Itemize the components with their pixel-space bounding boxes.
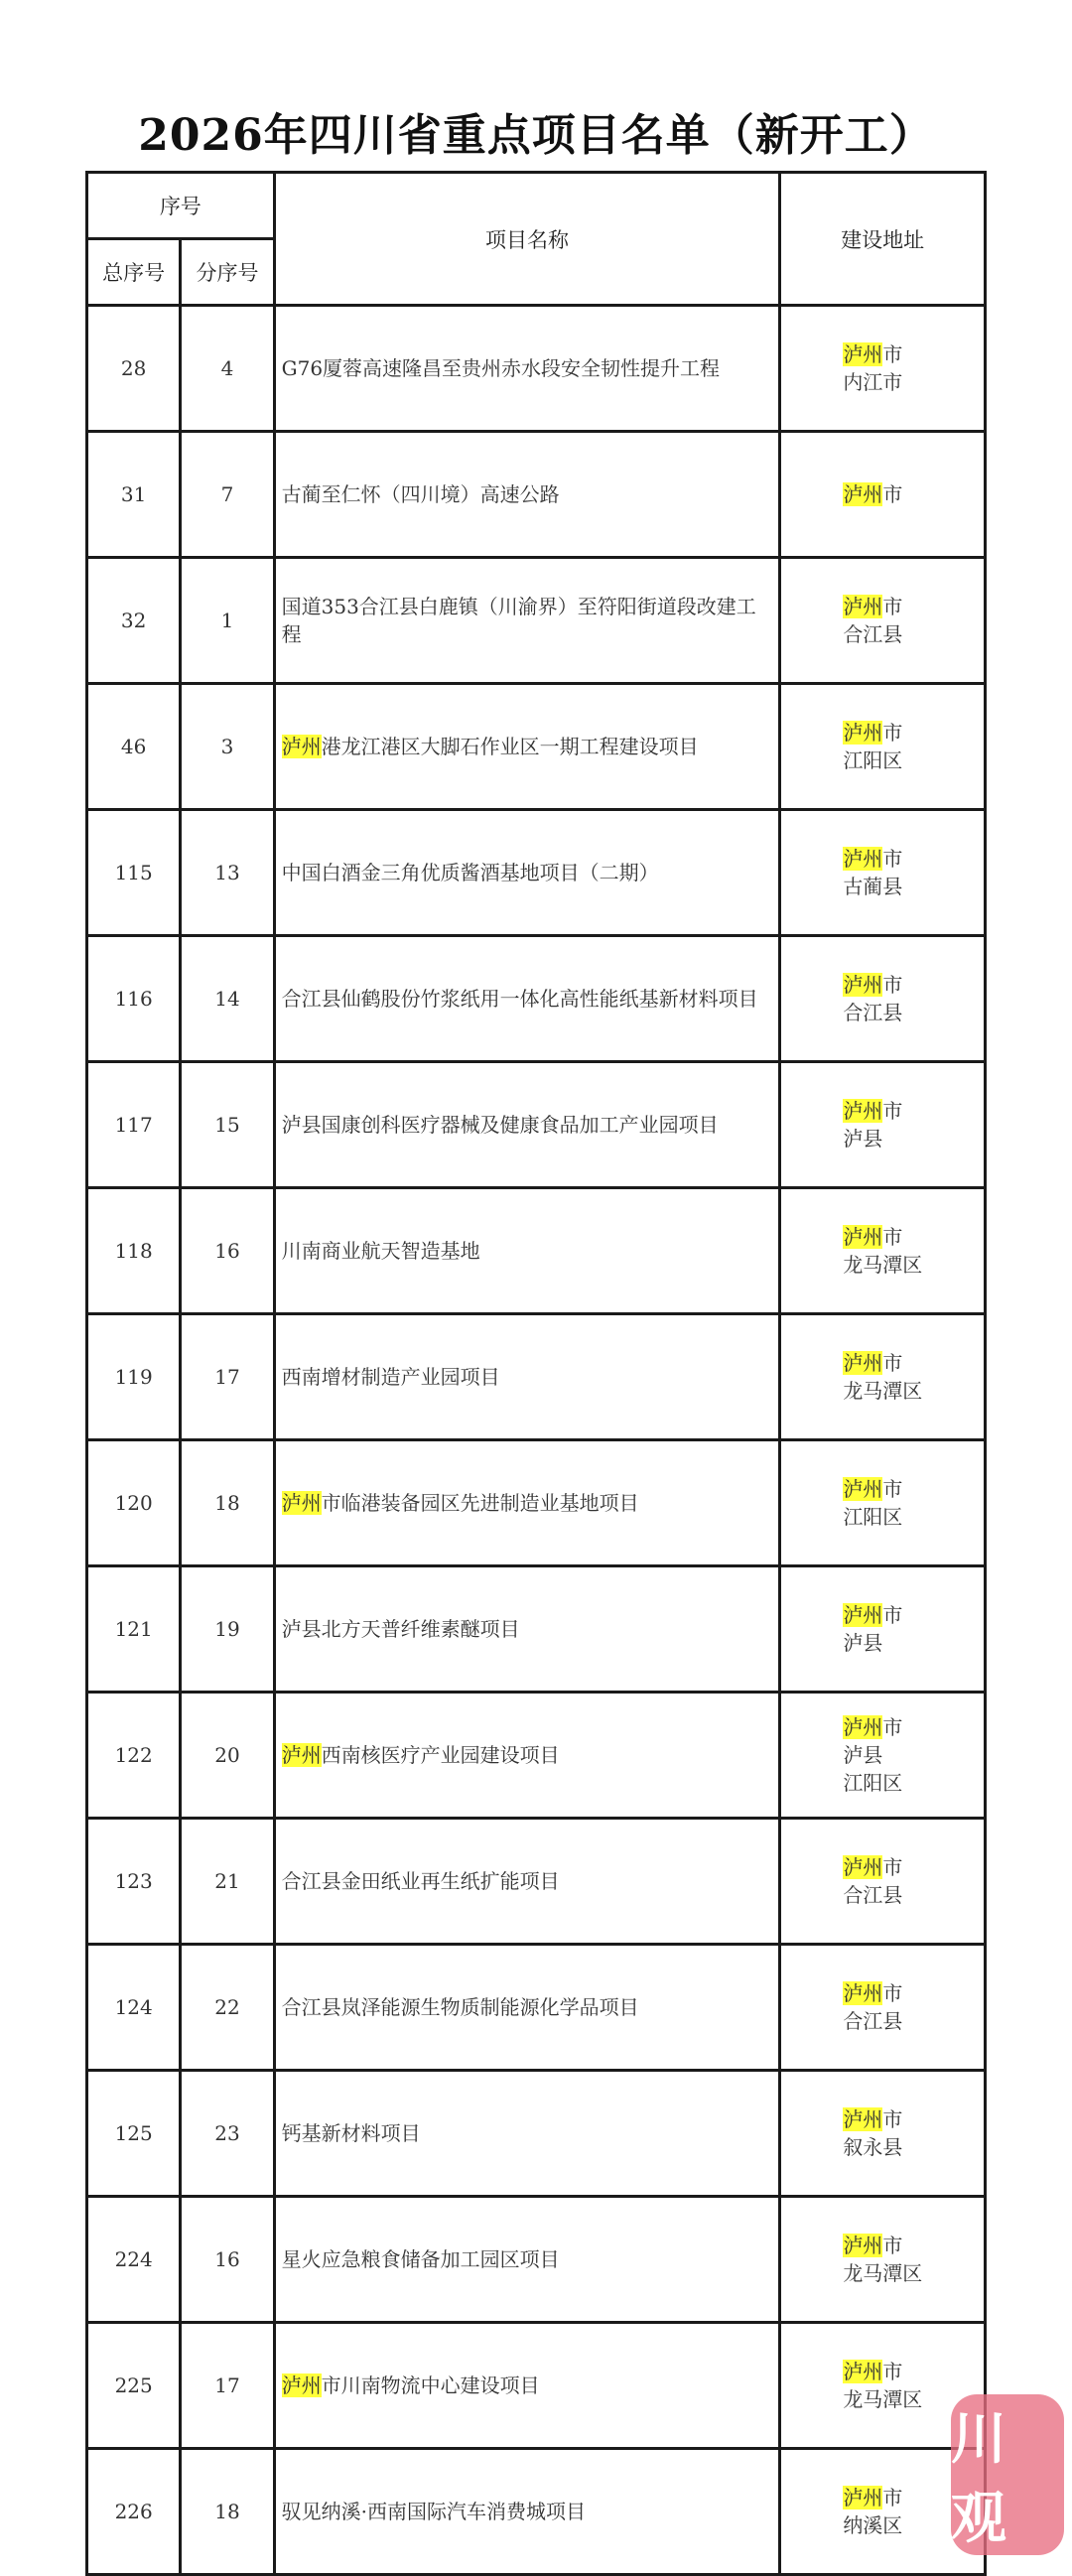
table-row <box>87 432 986 558</box>
highlight-text: 泸州 <box>281 1743 322 1767</box>
project-name-text: 星火应急粮食储备加工园区项目 <box>281 2247 560 2271</box>
location-text: 市 <box>882 342 903 366</box>
highlight-text: 泸州 <box>281 2373 322 2397</box>
location-text: 龙马潭区 <box>843 2261 923 2285</box>
location-text: 市 <box>882 482 903 506</box>
table-row <box>87 1440 986 1566</box>
cell-project-name <box>274 2197 780 2323</box>
highlight-text: 泸州 <box>843 1351 883 1375</box>
table-row <box>87 1188 986 1314</box>
table-row <box>87 1062 986 1188</box>
cell-sub-seq: 15 <box>181 1062 274 1188</box>
location-line <box>843 2232 983 2259</box>
cell-location <box>780 684 986 810</box>
highlight-text: 泸州 <box>843 2360 883 2383</box>
location-text: 江阳区 <box>843 1771 903 1795</box>
location-line <box>843 340 983 368</box>
location-line <box>843 1853 983 1881</box>
cell-location <box>780 1440 986 1566</box>
cell-total-seq: 115 <box>87 810 181 936</box>
location-line <box>843 2105 983 2133</box>
cell-location <box>780 2197 986 2323</box>
cell-sub-seq: 13 <box>181 810 274 936</box>
highlight-text: 泸州 <box>843 847 883 871</box>
highlight-text: 泸州 <box>281 735 322 758</box>
table-row <box>87 1566 986 1693</box>
location-text: 江阳区 <box>843 748 903 772</box>
cell-sub-seq: 21 <box>181 1819 274 1945</box>
cell-sub-seq: 3 <box>181 684 274 810</box>
cell-location <box>780 1566 986 1693</box>
cell-location <box>780 1314 986 1440</box>
cell-location <box>780 558 986 684</box>
table-body <box>87 306 986 2575</box>
cell-total-seq: 122 <box>87 1693 181 1819</box>
header-sub-seq: 分序号 <box>181 239 274 306</box>
location-text: 市 <box>882 1981 903 2005</box>
header-name: 项目名称 <box>274 173 780 306</box>
highlight-text: 泸州 <box>843 721 883 745</box>
cell-location <box>780 1819 986 1945</box>
highlight-text: 泸州 <box>843 1855 883 1879</box>
cell-location <box>780 1945 986 2071</box>
location-line <box>843 1349 983 1377</box>
highlight-text: 泸州 <box>843 2486 883 2509</box>
cell-total-seq: 226 <box>87 2449 181 2575</box>
location-text: 龙马潭区 <box>843 2387 923 2411</box>
cell-total-seq: 119 <box>87 1314 181 1440</box>
page-title: 2026年四川省重点项目名单（新开工） <box>138 110 934 161</box>
cell-sub-seq: 1 <box>181 558 274 684</box>
location-line <box>843 1713 983 1741</box>
location-line <box>843 746 983 774</box>
location-line <box>843 971 983 999</box>
project-table <box>85 171 987 2576</box>
location-line <box>843 1769 983 1797</box>
location-line <box>843 1251 983 1279</box>
location-line <box>843 1881 983 1909</box>
table-row <box>87 810 986 936</box>
location-line <box>843 1741 983 1769</box>
cell-sub-seq: 17 <box>181 1314 274 1440</box>
location-text: 纳溪区 <box>843 2513 903 2537</box>
cell-location <box>780 1693 986 1819</box>
cell-sub-seq: 4 <box>181 306 274 432</box>
project-name-text: 港龙江港区大脚石作业区一期工程建设项目 <box>321 735 699 758</box>
cell-project-name <box>274 2449 780 2575</box>
location-line <box>843 1601 983 1629</box>
table-row <box>87 1314 986 1440</box>
location-text: 市 <box>882 1855 903 1879</box>
location-line <box>843 480 983 508</box>
cell-location <box>780 936 986 1062</box>
table-row <box>87 2197 986 2323</box>
cell-total-seq: 123 <box>87 1819 181 1945</box>
header-total-seq: 总序号 <box>87 239 181 306</box>
location-text: 市 <box>882 1099 903 1123</box>
project-name-text: G76厦蓉高速隆昌至贵州赤水段安全韧性提升工程 <box>281 356 721 380</box>
cell-project-name <box>274 936 780 1062</box>
location-line <box>843 1125 983 1152</box>
location-text: 泸县 <box>843 1127 883 1151</box>
cell-sub-seq: 7 <box>181 432 274 558</box>
project-name-text: 泸县国康创科医疗器械及健康食品加工产业园项目 <box>281 1113 719 1137</box>
cell-project-name <box>274 1314 780 1440</box>
cell-project-name <box>274 810 780 936</box>
header-seq: 序号 <box>87 173 275 239</box>
table-row <box>87 558 986 684</box>
cell-total-seq: 116 <box>87 936 181 1062</box>
project-name-text: 合江县金田纸业再生纸扩能项目 <box>281 1869 560 1893</box>
location-line <box>843 2259 983 2287</box>
table-row <box>87 1693 986 1819</box>
highlight-text: 泸州 <box>843 973 883 997</box>
location-text: 合江县 <box>843 622 903 646</box>
location-line <box>843 368 983 396</box>
cell-location <box>780 306 986 432</box>
project-name-text: 钙基新材料项目 <box>281 2121 421 2145</box>
location-text: 市 <box>882 721 903 745</box>
project-name-text: 泸县北方天普纤维素醚项目 <box>281 1617 520 1641</box>
cell-project-name <box>274 1440 780 1566</box>
cell-project-name <box>274 1566 780 1693</box>
location-text: 古蔺县 <box>843 875 903 898</box>
project-name-text: 驭见纳溪·西南国际汽车消费城项目 <box>281 2500 586 2523</box>
table-row <box>87 684 986 810</box>
highlight-text: 泸州 <box>843 2234 883 2257</box>
location-line <box>843 1629 983 1657</box>
watermark-logo: 川观 <box>951 2394 1064 2555</box>
cell-location <box>780 432 986 558</box>
location-text: 合江县 <box>843 2009 903 2033</box>
highlight-text: 泸州 <box>843 1477 883 1501</box>
location-line <box>843 593 983 620</box>
cell-project-name <box>274 1188 780 1314</box>
cell-location <box>780 1062 986 1188</box>
cell-total-seq: 28 <box>87 306 181 432</box>
location-line <box>843 845 983 873</box>
cell-sub-seq: 16 <box>181 1188 274 1314</box>
highlight-text: 泸州 <box>843 1715 883 1739</box>
project-name-text: 市临港装备园区先进制造业基地项目 <box>321 1491 639 1515</box>
location-line <box>843 1475 983 1503</box>
table-row <box>87 2323 986 2449</box>
cell-total-seq: 121 <box>87 1566 181 1693</box>
location-line <box>843 1503 983 1531</box>
project-name-text: 国道353合江县白鹿镇（川渝界）至符阳街道段改建工程 <box>281 595 756 646</box>
location-text: 合江县 <box>843 1883 903 1907</box>
highlight-text: 泸州 <box>843 1099 883 1123</box>
location-text: 市 <box>882 1477 903 1501</box>
location-text: 市 <box>882 595 903 618</box>
highlight-text: 泸州 <box>281 1491 322 1515</box>
location-text: 市 <box>882 2107 903 2131</box>
location-text: 市 <box>882 1351 903 1375</box>
location-text: 合江县 <box>843 1001 903 1024</box>
location-line <box>843 2133 983 2161</box>
cell-project-name <box>274 1945 780 2071</box>
highlight-text: 泸州 <box>843 595 883 618</box>
project-name-text: 古蔺至仁怀（四川境）高速公路 <box>281 482 560 506</box>
location-text: 市 <box>882 1225 903 1249</box>
highlight-text: 泸州 <box>843 482 883 506</box>
cell-total-seq: 125 <box>87 2071 181 2197</box>
highlight-text: 泸州 <box>843 1225 883 1249</box>
location-text: 市 <box>882 1715 903 1739</box>
table-row <box>87 2449 986 2575</box>
project-name-text: 西南增材制造产业园项目 <box>281 1365 500 1389</box>
highlight-text: 泸州 <box>843 2107 883 2131</box>
cell-total-seq: 124 <box>87 1945 181 2071</box>
cell-sub-seq: 16 <box>181 2197 274 2323</box>
project-name-text: 西南核医疗产业园建设项目 <box>321 1743 560 1767</box>
table-row <box>87 306 986 432</box>
highlight-text: 泸州 <box>843 1603 883 1627</box>
location-text: 内江市 <box>843 370 903 394</box>
cell-location <box>780 2071 986 2197</box>
cell-sub-seq: 23 <box>181 2071 274 2197</box>
cell-sub-seq: 22 <box>181 1945 274 2071</box>
cell-location <box>780 1188 986 1314</box>
cell-project-name <box>274 2071 780 2197</box>
location-text: 市 <box>882 973 903 997</box>
table-row <box>87 1945 986 2071</box>
cell-total-seq: 117 <box>87 1062 181 1188</box>
location-text: 江阳区 <box>843 1505 903 1529</box>
project-name-text: 合江县仙鹤股份竹浆纸用一体化高性能纸基新材料项目 <box>281 987 758 1011</box>
location-line <box>843 1377 983 1405</box>
cell-location <box>780 810 986 936</box>
cell-sub-seq: 18 <box>181 1440 274 1566</box>
table-row <box>87 1819 986 1945</box>
cell-total-seq: 118 <box>87 1188 181 1314</box>
highlight-text: 泸州 <box>843 1981 883 2005</box>
cell-sub-seq: 19 <box>181 1566 274 1693</box>
cell-sub-seq: 20 <box>181 1693 274 1819</box>
location-text: 市 <box>882 2486 903 2509</box>
cell-sub-seq: 14 <box>181 936 274 1062</box>
location-text: 市 <box>882 2234 903 2257</box>
location-text: 龙马潭区 <box>843 1253 923 1277</box>
location-line <box>843 873 983 900</box>
cell-project-name <box>274 432 780 558</box>
project-name-text: 川南商业航天智造基地 <box>281 1239 480 1263</box>
location-line <box>843 2358 983 2385</box>
cell-total-seq: 32 <box>87 558 181 684</box>
location-line <box>843 1979 983 2007</box>
table-row <box>87 2071 986 2197</box>
cell-project-name <box>274 1693 780 1819</box>
cell-project-name <box>274 1062 780 1188</box>
cell-total-seq: 46 <box>87 684 181 810</box>
location-line <box>843 1223 983 1251</box>
project-name-text: 合江县岚泽能源生物质制能源化学品项目 <box>281 1995 639 2019</box>
cell-total-seq: 120 <box>87 1440 181 1566</box>
project-name-text: 中国白酒金三角优质酱酒基地项目（二期） <box>281 861 659 884</box>
cell-total-seq: 224 <box>87 2197 181 2323</box>
cell-project-name <box>274 1819 780 1945</box>
location-line <box>843 719 983 746</box>
location-text: 叙永县 <box>843 2135 903 2159</box>
location-text: 市 <box>882 1603 903 1627</box>
location-line <box>843 1097 983 1125</box>
project-name-text: 市川南物流中心建设项目 <box>321 2373 540 2397</box>
location-text: 泸县 <box>843 1743 883 1767</box>
cell-project-name <box>274 558 780 684</box>
location-line <box>843 2007 983 2035</box>
cell-sub-seq: 18 <box>181 2449 274 2575</box>
location-text: 泸县 <box>843 1631 883 1655</box>
cell-project-name <box>274 684 780 810</box>
cell-project-name <box>274 306 780 432</box>
table-row <box>87 936 986 1062</box>
cell-sub-seq: 17 <box>181 2323 274 2449</box>
header-location: 建设地址 <box>780 173 986 306</box>
location-line <box>843 620 983 648</box>
highlight-text: 泸州 <box>843 342 883 366</box>
location-line <box>843 999 983 1026</box>
location-text: 市 <box>882 2360 903 2383</box>
cell-total-seq: 31 <box>87 432 181 558</box>
location-text: 龙马潭区 <box>843 1379 923 1403</box>
cell-total-seq: 225 <box>87 2323 181 2449</box>
location-text: 市 <box>882 847 903 871</box>
cell-project-name <box>274 2323 780 2449</box>
